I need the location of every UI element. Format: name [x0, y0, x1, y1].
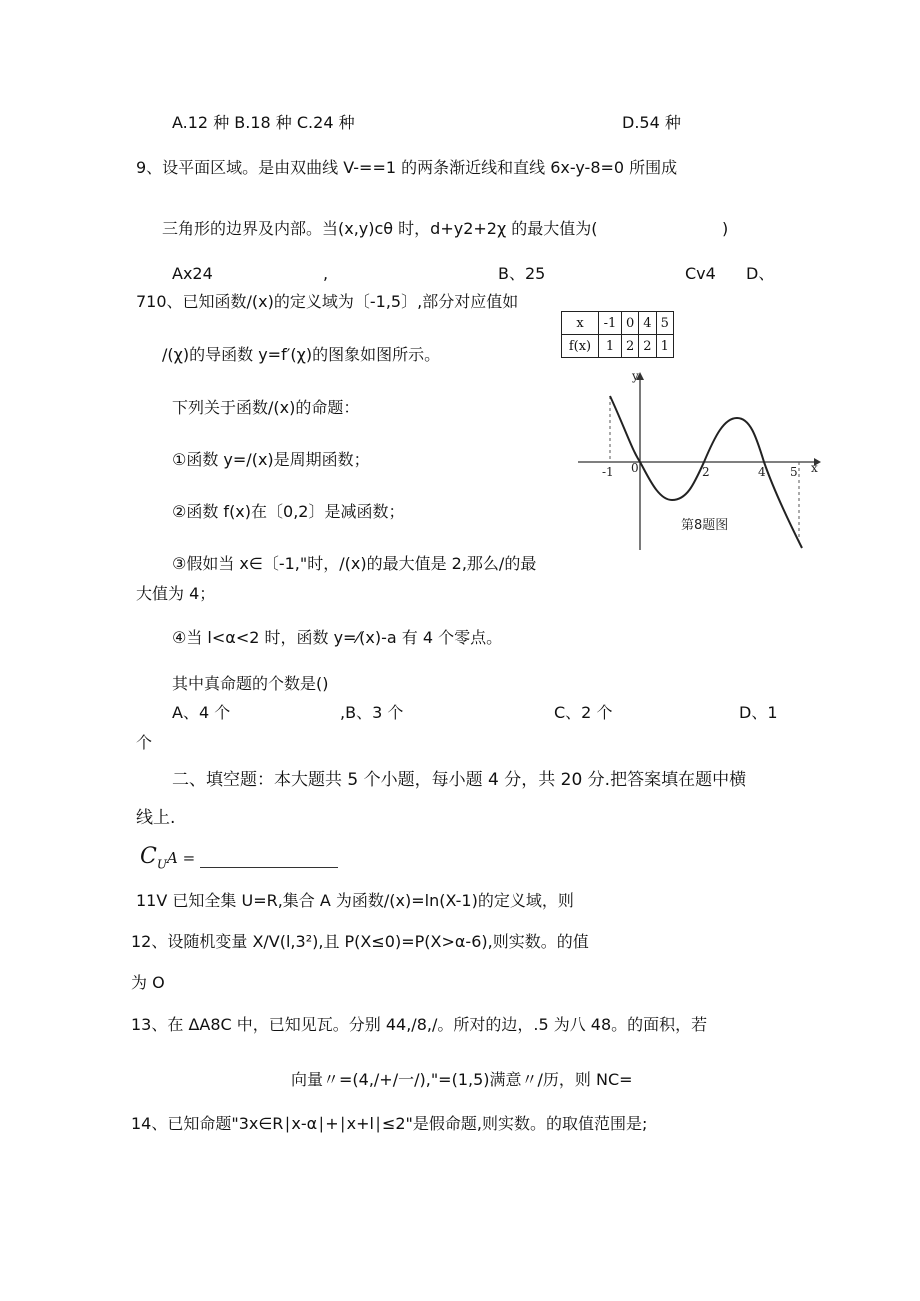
q10-option-c: C、2 个 [554, 703, 613, 722]
table-cell: 2 [622, 335, 639, 358]
q10-proposition-4: ④当 l<α<2 时，函数 y=⁄(x)-a 有 4 个零点。 [172, 628, 503, 647]
section2-line2: 线上. [136, 808, 176, 828]
q10-proposition-3a: ③假如当 x∈〔-1,"时，/(x)的最大值是 2,那么/的最 [172, 554, 537, 573]
q8-option-d: D.54 种 [622, 113, 681, 132]
q9-option-b: B、25 [498, 264, 546, 283]
tick-label-0: 0 [631, 461, 639, 475]
q14-line1: 14、已知命题"3x∈R∣x-α∣+∣x+l∣≤2"是假命题,则实数。的取值范围是; [131, 1114, 648, 1133]
x-axis-label: x [811, 461, 818, 475]
q10-intro: 下列关于函数/(x)的命题： [172, 398, 360, 417]
table-cell: -1 [599, 312, 622, 335]
table-row [562, 312, 674, 335]
q9-option-a: Ax24 [172, 264, 213, 283]
q13-line2: 向量〃=(4,/+/一/),"=(1,5)满意〃/历，则 NC= [291, 1070, 633, 1089]
section2-line1: 二、填空题：本大题共 5 个小题，每小题 4 分，共 20 分.把答案填在题中横 [172, 770, 747, 790]
table-cell: f(x) [562, 335, 599, 358]
q10-proposition-1: ①函数 y=/(x)是周期函数； [172, 450, 370, 469]
table-cell: x [562, 312, 599, 335]
table-row [562, 335, 674, 358]
q11-text: 11V 已知全集 U=R,集合 A 为函数/(x)=ln(X-1)的定义域，则 [136, 891, 574, 910]
tick-label-neg1: -1 [602, 465, 614, 479]
q9-comma: , [323, 264, 329, 283]
figure-caption: 第8题图 [681, 518, 729, 533]
complement-subscript: U [156, 857, 167, 872]
q10-question: 其中真命题的个数是() [172, 674, 329, 693]
table-cell: 2 [639, 335, 656, 358]
complement-a: A = [166, 849, 196, 867]
value-table [561, 311, 674, 358]
q12-line1: 12、设随机变量 X/V(l,3²),且 P(X≤0)=P(X>α-6),则实数。的值 [131, 932, 589, 951]
complement-formula [140, 844, 195, 871]
q9-line2: 三角形的边界及内部。当(x,y)cθ 时，d+y2+2χ 的最大值为( [162, 219, 598, 238]
complement-c: C [140, 844, 157, 869]
table-cell: 1 [599, 335, 622, 358]
tick-label-4: 4 [758, 465, 766, 479]
answer-blank-line [200, 867, 338, 868]
table-cell: 4 [639, 312, 656, 335]
derivative-graph [574, 366, 824, 552]
q9-paren-close: ) [722, 219, 729, 238]
q13-line1: 13、在 ΔA8C 中，已知见瓦。分别 44,/8,/。所对的边，.5 为八 48。的面积，若 [131, 1015, 708, 1034]
table-cell: 5 [656, 312, 673, 335]
tick-label-5: 5 [790, 465, 798, 479]
q10-line1: 710、已知函数/(x)的定义域为〔-1,5〕,部分对应值如 [136, 292, 519, 311]
q10-option-d: D、1 [739, 703, 778, 722]
q12-line2: 为 O [131, 973, 165, 992]
q8-options-abc: A.12 种 B.18 种 C.24 种 [172, 113, 355, 132]
q10-proposition-2: ②函数 f(x)在〔0,2〕是减函数； [172, 502, 405, 521]
q9-line1: 9、设平面区域。是由双曲线 V-==1 的两条渐近线和直线 6x-y-8=0 所围成 [136, 158, 678, 177]
q10-line2: /(χ)的导函数 y=f′(χ)的图象如图所示。 [162, 345, 441, 364]
table-cell: 1 [656, 335, 673, 358]
q10-proposition-3b: 大值为 4； [136, 584, 216, 603]
q10-option-b: ,B、3 个 [340, 703, 404, 722]
q10-option-a: A、4 个 [172, 703, 231, 722]
q9-option-c: Cv4 [685, 264, 716, 283]
table-cell: 0 [622, 312, 639, 335]
q9-option-d: D、 [746, 264, 775, 283]
tick-label-2: 2 [702, 465, 710, 479]
q10-option-d-cont: 个 [136, 733, 153, 752]
y-axis-label: y [632, 369, 639, 383]
